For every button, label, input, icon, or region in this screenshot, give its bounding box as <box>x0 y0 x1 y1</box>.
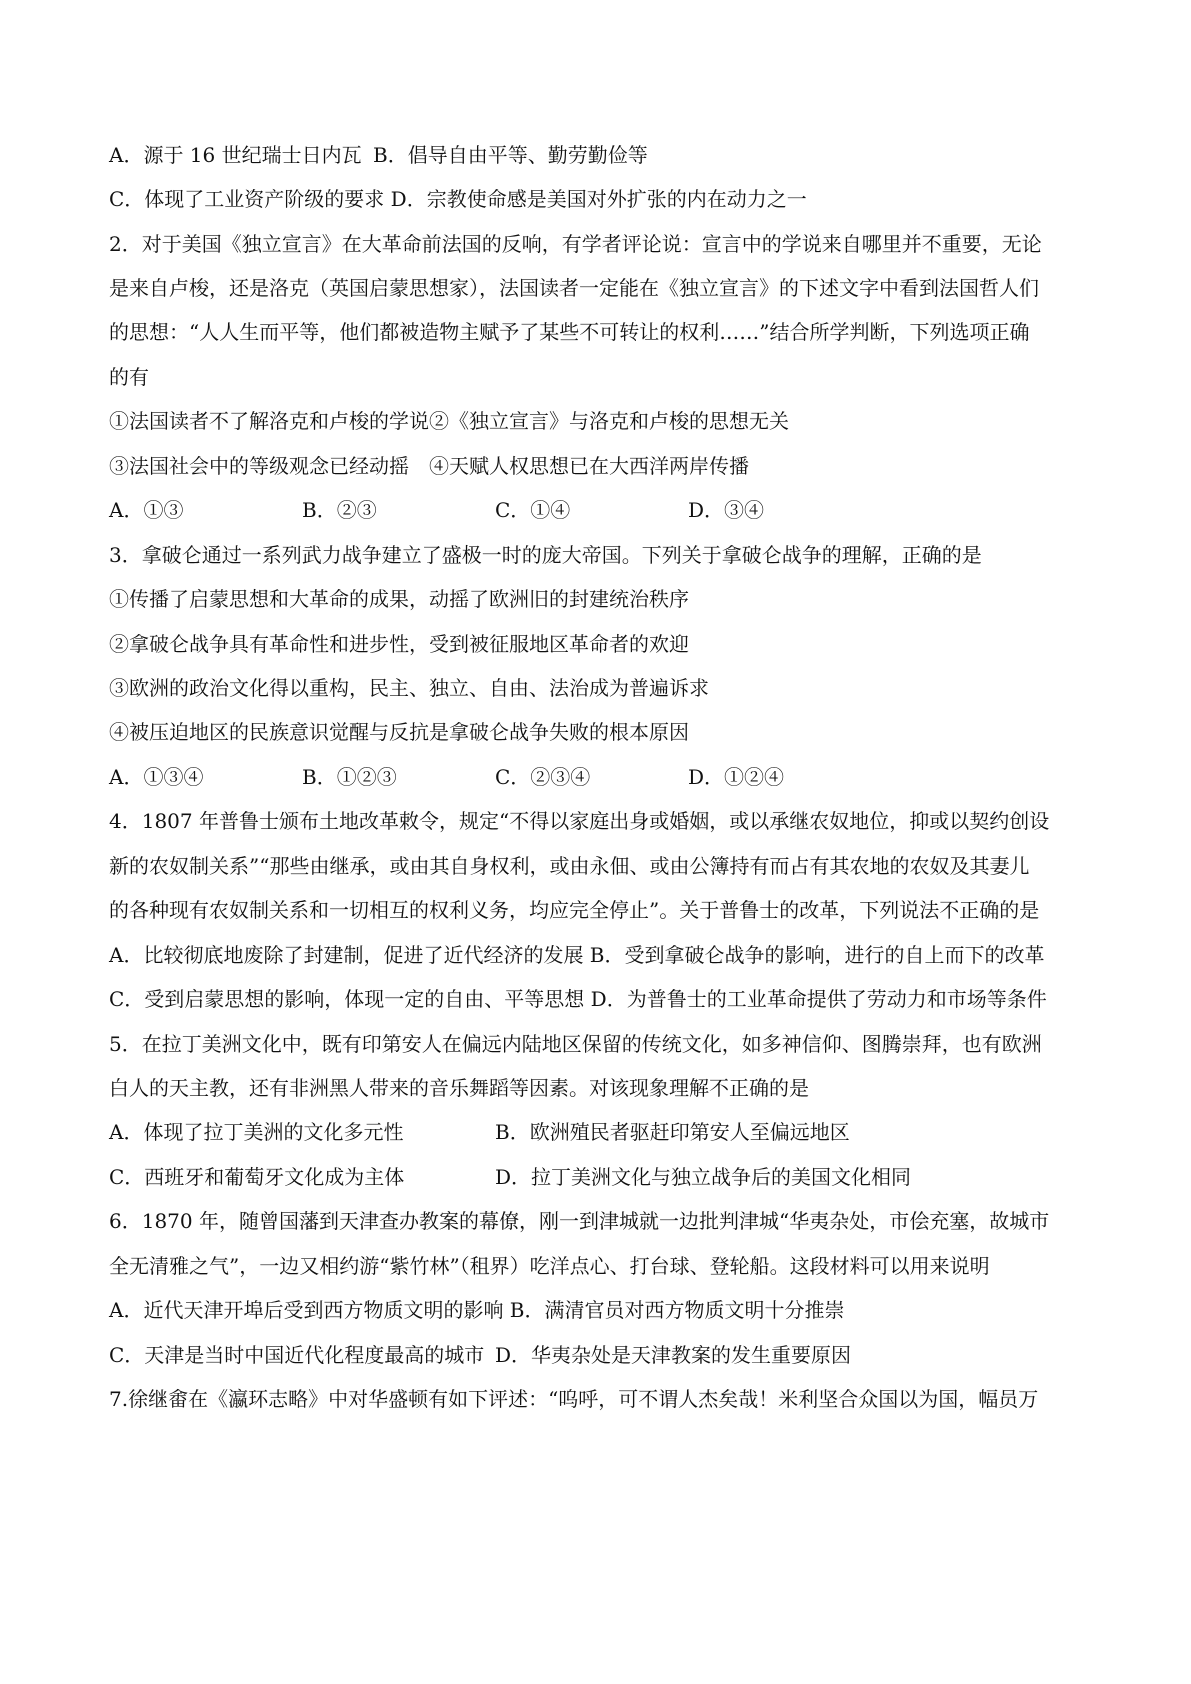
q6-stem-line-1: 6．1870 年，随曾国藩到天津查办教案的幕僚，刚一到津城就一边批判津城“华夷杂处，市侩充塞，故城市 <box>109 1209 1050 1233</box>
q5-option-a: A．体现了拉丁美洲的文化多元性 <box>109 1120 404 1144</box>
q3-item-1: ①传播了启蒙思想和大革命的成果，动摇了欧洲旧的封建统治秩序 <box>109 587 689 611</box>
q6-options-row-1: A．近代天津开埠后受到西方物质文明的影响 B．满清官员对西方物质文明十分推崇 <box>109 1298 845 1322</box>
q2-item-line-1: ①法国读者不了解洛克和卢梭的学说②《独立宣言》与洛克和卢梭的思想无关 <box>109 409 789 433</box>
q4-stem-line-2: 新的农奴制关系”“那些由继承，或由其自身权利，或由永佃、或由公簿持有而占有其农地的农奴及其妻儿 <box>109 854 1030 878</box>
q3-option-b: B．①②③ <box>302 765 397 789</box>
q5-option-d: D．拉丁美洲文化与独立战争后的美国文化相同 <box>495 1165 912 1189</box>
q4-options-row-1: A．比较彻底地废除了封建制，促进了近代经济的发展 B．受到拿破仑战争的影响，进行的自上而下的改革 <box>109 943 1045 967</box>
q5-stem-line-2: 白人的天主教，还有非洲黑人带来的音乐舞蹈等因素。对该现象理解不正确的是 <box>109 1076 809 1100</box>
q3-stem: 3．拿破仑通过一系列武力战争建立了盛极一时的庞大帝国。下列关于拿破仑战争的理解，正确的是 <box>109 543 982 567</box>
q2-stem-line-3: 的思想：“人人生而平等，他们都被造物主赋予了某些不可转让的权利……”结合所学判断，下列选项正确 <box>109 320 1030 344</box>
q2-option-a: A．①③ <box>109 498 184 522</box>
q3-item-2: ②拿破仑战争具有革命性和进步性，受到被征服地区革命者的欢迎 <box>109 632 689 656</box>
q2-option-c: C．①④ <box>495 498 571 522</box>
q1-options-row-2: C．体现了工业资产阶级的要求 D．宗教使命感是美国对外扩张的内在动力之一 <box>109 187 807 211</box>
q1-option-b: B．倡导自由平等、勤劳勤俭等 <box>373 143 648 167</box>
q6-option-c: C．天津是当时中国近代化程度最高的城市 <box>109 1343 485 1367</box>
q6-stem-line-2: 全无清雅之气”，一边又相约游“紫竹林”（租界）吃洋点心、打台球、登轮船。这段材料可以用来说明 <box>109 1254 990 1278</box>
q2-option-b: B．②③ <box>302 498 377 522</box>
q3-option-c: C．②③④ <box>495 765 591 789</box>
q3-option-a: A．①③④ <box>109 765 204 789</box>
q7-stem: 7.徐继畬在《瀛环志略》中对华盛顿有如下评述：“呜呼，可不谓人杰矣哉！米利坚合众国以为国，幅员万 <box>109 1387 1039 1411</box>
q4-stem-line-3: 的各种现有农奴制关系和一切相互的权利义务，均应完全停止”。关于普鲁士的改革，下列说法不正确的是 <box>109 898 1040 922</box>
q4-options-row-2: C．受到启蒙思想的影响，体现一定的自由、平等思想 D．为普鲁士的工业革命提供了劳动力和市场等条件 <box>109 987 1047 1011</box>
q3-option-d: D．①②④ <box>688 765 785 789</box>
q2-stem-line-2: 是来自卢梭，还是洛克（英国启蒙思想家），法国读者一定能在《独立宣言》的下述文字中看到法国哲人们 <box>109 276 1039 300</box>
q2-item-line-2: ③法国社会中的等级观念已经动摇 ④天赋人权思想已在大西洋两岸传播 <box>109 454 749 478</box>
q2-stem-line-4: 的有 <box>109 365 149 389</box>
q4-stem-line-1: 4．1807 年普鲁士颁布土地改革敕令，规定“不得以家庭出身或婚姻，或以承继农奴地位，抑或以契约创设 <box>109 809 1050 833</box>
q1-option-a: A．源于 16 世纪瑞士日内瓦 <box>109 143 362 167</box>
q3-item-4: ④被压迫地区的民族意识觉醒与反抗是拿破仑战争失败的根本原因 <box>109 720 689 744</box>
q5-option-c: C．西班牙和葡萄牙文化成为主体 <box>109 1165 405 1189</box>
q5-stem-line-1: 5．在拉丁美洲文化中，既有印第安人在偏远内陆地区保留的传统文化，如多神信仰、图腾崇拜，也有欧洲 <box>109 1032 1042 1056</box>
q3-item-3: ③欧洲的政治文化得以重构，民主、独立、自由、法治成为普遍诉求 <box>109 676 709 700</box>
q6-option-d: D．华夷杂处是天津教案的发生重要原因 <box>495 1343 852 1367</box>
q2-option-d: D．③④ <box>688 498 765 522</box>
q2-stem-line-1: 2．对于美国《独立宣言》在大革命前法国的反响，有学者评论说：宣言中的学说来自哪里并不重要，无论 <box>109 232 1042 256</box>
q5-option-b: B．欧洲殖民者驱赶印第安人至偏远地区 <box>495 1120 850 1144</box>
